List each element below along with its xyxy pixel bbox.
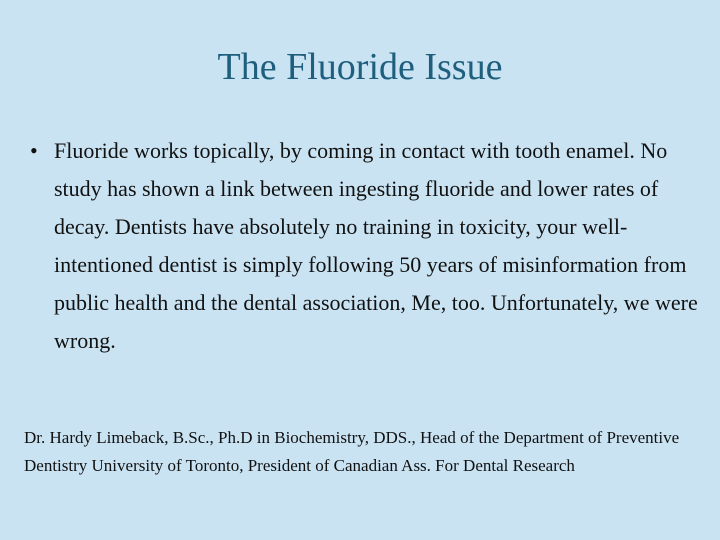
citation-text: Dr. Hardy Limeback, B.Sc., Ph.D in Biochemistry, DDS., Head of the Department of Preventive Dentistry University of Toronto, President of Canadian Ass. For Dental Research [24,428,680,475]
slide-title: The Fluoride Issue [217,46,503,88]
bullet-item [30,132,710,360]
bullet-marker: • [30,138,38,163]
bullet-text: Fluoride works topically, by coming in contact with tooth enamel. No study has shown a link between ingesting fluoride and lower rates of decay. Dentists have absolutely no training in toxicity, your well-intentioned dentist is simply following 50 years of misinformation from public health and the dental association, Me, too. Unfortunately, we were wrong. [54,138,698,353]
